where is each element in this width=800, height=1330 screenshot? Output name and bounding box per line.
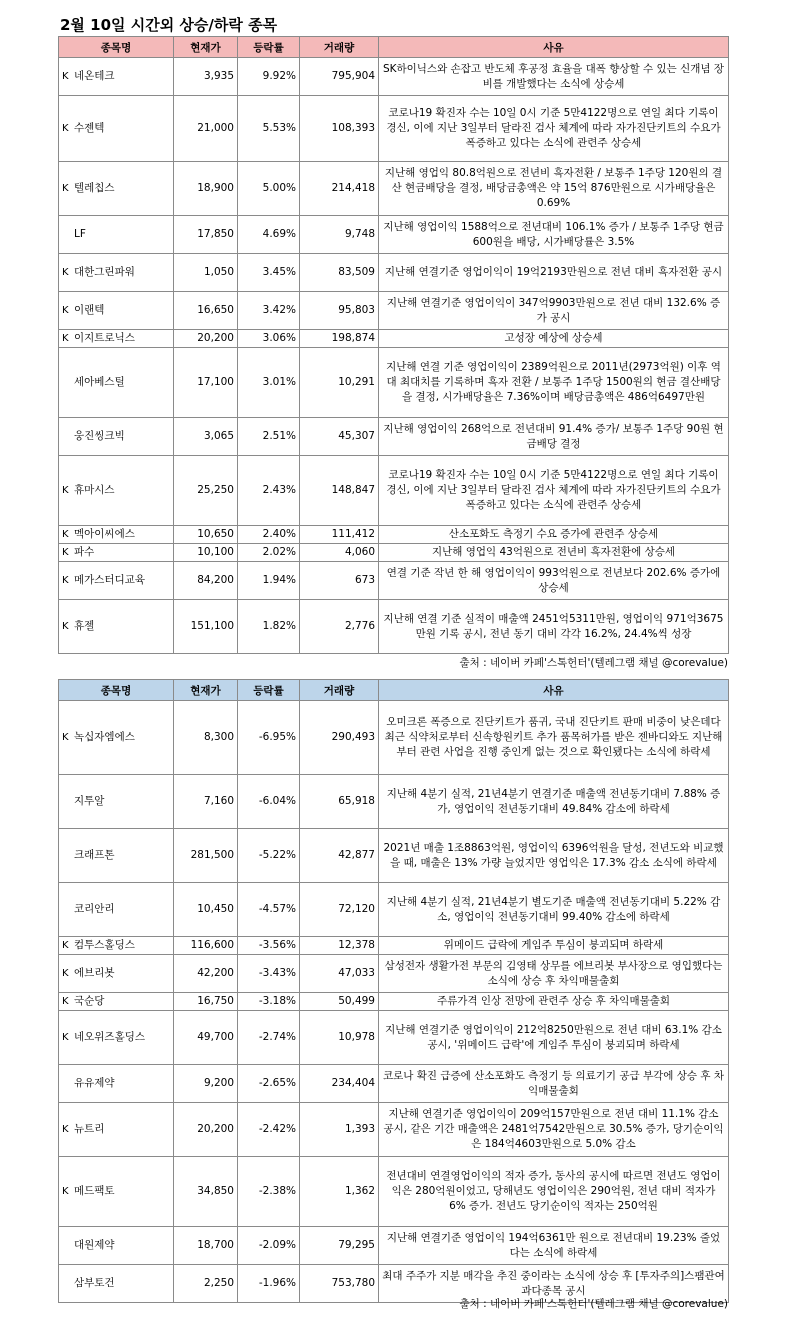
kosdaq-marker: K xyxy=(62,1186,69,1197)
table-row xyxy=(59,1227,729,1265)
stock-name: 수젠텍 xyxy=(74,122,105,134)
stock-name: 메드팩토 xyxy=(74,1185,115,1197)
table-row xyxy=(59,829,729,883)
stock-name-cell xyxy=(59,1011,174,1065)
stock-name: 휴젤 xyxy=(74,620,95,632)
volume-cell: 290,493 xyxy=(300,701,379,775)
kosdaq-marker: K xyxy=(62,333,69,344)
column-header-price: 현재가 xyxy=(174,680,238,701)
table-row xyxy=(59,775,729,829)
stock-name: 녹십자엠에스 xyxy=(74,731,135,743)
volume-cell: 65,918 xyxy=(300,775,379,829)
kosdaq-marker: K xyxy=(62,123,69,134)
reason-cell: 지난해 4분기 실적, 21년4분기 별도기준 매출액 전년동기대비 5.22% 감소, 영업이익 전년동기대비 99.40% 감소에 하락세 xyxy=(379,883,729,937)
price-cell: 16,750 xyxy=(174,993,238,1011)
table-row xyxy=(59,58,729,96)
table-row xyxy=(59,544,729,562)
price-cell: 18,700 xyxy=(174,1227,238,1265)
reason-cell: 코로나19 확진자 수는 10일 0시 기준 5만4122명으로 연일 최다 기록이 경신, 이에 지난 3일부터 달라진 검사 체계에 따라 자가진단키트의 수요가 폭증하고 있다는 소식에 관련주 상승세 xyxy=(379,96,729,162)
price-cell: 18,900 xyxy=(174,162,238,216)
kosdaq-marker: K xyxy=(62,183,69,194)
stock-name-cell xyxy=(59,993,174,1011)
kosdaq-marker: K xyxy=(62,547,69,558)
table-row xyxy=(59,701,729,775)
price-cell: 3,935 xyxy=(174,58,238,96)
stock-name-cell xyxy=(59,1065,174,1103)
kosdaq-marker: K xyxy=(62,305,69,316)
price-cell: 10,100 xyxy=(174,544,238,562)
column-header-rate: 등락률 xyxy=(238,37,300,58)
price-cell: 21,000 xyxy=(174,96,238,162)
volume-cell: 50,499 xyxy=(300,993,379,1011)
table-row xyxy=(59,330,729,348)
table-row xyxy=(59,1011,729,1065)
stock-name: 이랜텍 xyxy=(74,304,105,316)
reason-cell: 지난해 영업이익 1588억으로 전년대비 106.1% 증가 / 보통주 1주당 현금 600원을 배당, 시가배당률은 3.5% xyxy=(379,216,729,254)
column-header-volume: 거래량 xyxy=(300,680,379,701)
volume-cell: 1,362 xyxy=(300,1157,379,1227)
volume-cell: 673 xyxy=(300,562,379,600)
stock-name-cell xyxy=(59,937,174,955)
rate-cell: -3.56% xyxy=(238,937,300,955)
price-cell: 3,065 xyxy=(174,418,238,456)
stock-name: 크래프톤 xyxy=(74,849,115,861)
kosdaq-marker: K xyxy=(62,575,69,586)
volume-cell: 10,978 xyxy=(300,1011,379,1065)
volume-cell: 2,776 xyxy=(300,600,379,654)
stock-name: 에브리봇 xyxy=(74,967,115,979)
rate-cell: 3.45% xyxy=(238,254,300,292)
reason-cell: 지난해 영업익 80.8억원으로 전년비 흑자전환 / 보통주 1주당 120원의 결산 현금배당을 결정, 배당금총액은 약 15억 876만원으로 시가배당율은 0.69% xyxy=(379,162,729,216)
rate-cell: 3.06% xyxy=(238,330,300,348)
volume-cell: 234,404 xyxy=(300,1065,379,1103)
volume-cell: 753,780 xyxy=(300,1265,379,1303)
volume-cell: 79,295 xyxy=(300,1227,379,1265)
column-header-volume: 거래량 xyxy=(300,37,379,58)
stock-name: 지투알 xyxy=(74,795,105,807)
rate-cell: 5.53% xyxy=(238,96,300,162)
rate-cell: -3.18% xyxy=(238,993,300,1011)
reason-cell: 지난해 연결기준 영업이익이 212억8250만원으로 전년 대비 63.1% 감소 공시, '위메이드 급락'에 게임주 투심이 붕괴되며 하락세 xyxy=(379,1011,729,1065)
table-row xyxy=(59,348,729,418)
price-cell: 151,100 xyxy=(174,600,238,654)
reason-cell: 위메이드 급락에 게임주 투심이 붕괴되며 하락세 xyxy=(379,937,729,955)
volume-cell: 111,412 xyxy=(300,526,379,544)
table-header-row xyxy=(59,37,729,58)
reason-cell: 지난해 연결기준 영업이익 194억6361만 원으로 전년대비 19.23% 줄었다는 소식에 하락세 xyxy=(379,1227,729,1265)
price-cell: 34,850 xyxy=(174,1157,238,1227)
kosdaq-marker: K xyxy=(62,71,69,82)
reason-cell: 삼성전자 생활가전 부문의 김영태 상무를 에브리봇 부사장으로 영입했다는 소식에 상승 후 차익매물출회 xyxy=(379,955,729,993)
price-cell: 2,250 xyxy=(174,1265,238,1303)
stock-name: 웅진씽크빅 xyxy=(74,430,125,442)
table-row xyxy=(59,456,729,526)
stock-name: 세아베스틸 xyxy=(74,376,125,388)
volume-cell: 1,393 xyxy=(300,1103,379,1157)
stock-name-cell xyxy=(59,1103,174,1157)
stock-name-cell xyxy=(59,292,174,330)
stock-name: 네온테크 xyxy=(74,70,115,82)
reason-cell: 지난해 연결기준 영업이익이 209억157만원으로 전년 대비 11.1% 감소 공시, 같은 기간 매출액은 2481억7542만원으로 30.5% 증가, 당기순이익은 184억4603만원으로 5.0% 감소 xyxy=(379,1103,729,1157)
table-row xyxy=(59,216,729,254)
rate-cell: 1.94% xyxy=(238,562,300,600)
rate-cell: -2.38% xyxy=(238,1157,300,1227)
reason-cell: 지난해 영업익 43억원으로 전년비 흑자전환에 상승세 xyxy=(379,544,729,562)
stock-name-cell xyxy=(59,418,174,456)
rate-cell: 9.92% xyxy=(238,58,300,96)
table-row xyxy=(59,96,729,162)
stock-name-cell xyxy=(59,955,174,993)
stock-name-cell xyxy=(59,254,174,292)
table-row xyxy=(59,937,729,955)
rate-cell: -1.96% xyxy=(238,1265,300,1303)
price-cell: 10,450 xyxy=(174,883,238,937)
table-row xyxy=(59,1065,729,1103)
rate-cell: -6.04% xyxy=(238,775,300,829)
source-note: 출처 : 네이버 카페'스톡헌터'(텔레그램 채널 @corevalue) xyxy=(459,1298,728,1310)
rate-cell: -4.57% xyxy=(238,883,300,937)
stock-name-cell xyxy=(59,883,174,937)
fall-stock-table xyxy=(58,679,729,1303)
column-header-price: 현재가 xyxy=(174,37,238,58)
table-row xyxy=(59,1157,729,1227)
price-cell: 20,200 xyxy=(174,1103,238,1157)
stock-name-cell xyxy=(59,216,174,254)
stock-name: 국순당 xyxy=(74,995,105,1007)
stock-name: 컴투스홀딩스 xyxy=(74,939,135,951)
table-header-row xyxy=(59,680,729,701)
rate-cell: -6.95% xyxy=(238,701,300,775)
volume-cell: 9,748 xyxy=(300,216,379,254)
column-header-reason: 사유 xyxy=(379,680,729,701)
kosdaq-marker: K xyxy=(62,1032,69,1043)
reason-cell: 코로나 확진 급증에 산소포화도 측정기 등 의료기기 공급 부각에 상승 후 차익매물출회 xyxy=(379,1065,729,1103)
stock-name: 메가스터디교육 xyxy=(74,574,146,586)
price-cell: 25,250 xyxy=(174,456,238,526)
stock-name-cell xyxy=(59,562,174,600)
price-cell: 7,160 xyxy=(174,775,238,829)
stock-name-cell xyxy=(59,701,174,775)
rate-cell: 2.43% xyxy=(238,456,300,526)
table-row xyxy=(59,562,729,600)
rate-cell: -5.22% xyxy=(238,829,300,883)
volume-cell: 795,904 xyxy=(300,58,379,96)
volume-cell: 10,291 xyxy=(300,348,379,418)
rate-cell: 4.69% xyxy=(238,216,300,254)
stock-name-cell xyxy=(59,1227,174,1265)
price-cell: 17,100 xyxy=(174,348,238,418)
stock-name-cell xyxy=(59,162,174,216)
volume-cell: 108,393 xyxy=(300,96,379,162)
volume-cell: 198,874 xyxy=(300,330,379,348)
table-row xyxy=(59,526,729,544)
price-cell: 281,500 xyxy=(174,829,238,883)
volume-cell: 95,803 xyxy=(300,292,379,330)
volume-cell: 45,307 xyxy=(300,418,379,456)
rate-cell: 2.40% xyxy=(238,526,300,544)
reason-cell: 2021년 매출 1조8863억원, 영업이익 6396억원을 달성, 전년도와 비교했을 때, 매출은 13% 가량 늘었지만 영업익은 17.3% 감소 소식에 하락세 xyxy=(379,829,729,883)
column-header-rate: 등락률 xyxy=(238,680,300,701)
reason-cell: 지난해 연결기준 영업이익이 347억9903만원으로 전년 대비 132.6% 증가 공시 xyxy=(379,292,729,330)
stock-name: 휴마시스 xyxy=(74,484,115,496)
rate-cell: -2.09% xyxy=(238,1227,300,1265)
stock-name-cell xyxy=(59,330,174,348)
table-row xyxy=(59,883,729,937)
stock-name: 삼부토건 xyxy=(74,1277,115,1289)
price-cell: 84,200 xyxy=(174,562,238,600)
volume-cell: 72,120 xyxy=(300,883,379,937)
column-header-name: 종목명 xyxy=(59,680,174,701)
volume-cell: 4,060 xyxy=(300,544,379,562)
rate-cell: 2.02% xyxy=(238,544,300,562)
page-title: 2월 10일 시간외 상승/하락 종목 xyxy=(60,16,278,34)
stock-name: 대원제약 xyxy=(74,1239,115,1251)
reason-cell: 주류가격 인상 전망에 관련주 상승 후 차익매물출회 xyxy=(379,993,729,1011)
stock-name-cell xyxy=(59,96,174,162)
reason-cell: 오미크론 폭증으로 진단키트가 품귀, 국내 진단키트 판매 비중이 낮은데다 최근 식약처로부터 신속항원키트 추가 품목허가를 받은 젠바디와도 지난해부터 관련 사업을 진행 중인게 없는 것으로 확인됐다는 소식에 하락세 xyxy=(379,701,729,775)
stock-name: 대한그린파워 xyxy=(74,266,135,278)
rate-cell: 3.01% xyxy=(238,348,300,418)
reason-cell: 산소포화도 측정기 수요 증가에 관련주 상승세 xyxy=(379,526,729,544)
rate-cell: -2.74% xyxy=(238,1011,300,1065)
stock-name-cell xyxy=(59,600,174,654)
table-row xyxy=(59,292,729,330)
stock-name-cell xyxy=(59,829,174,883)
stock-name-cell xyxy=(59,1157,174,1227)
kosdaq-marker: K xyxy=(62,996,69,1007)
reason-cell: 연결 기준 작년 한 해 영업이익이 993억원으로 전년보다 202.6% 증가에 상승세 xyxy=(379,562,729,600)
reason-cell: 지난해 연결기준 영업이익이 19억2193만원으로 전년 대비 흑자전환 공시 xyxy=(379,254,729,292)
stock-name-cell xyxy=(59,544,174,562)
price-cell: 10,650 xyxy=(174,526,238,544)
kosdaq-marker: K xyxy=(62,485,69,496)
kosdaq-marker: K xyxy=(62,1124,69,1135)
rise-stock-table xyxy=(58,36,729,654)
stock-name: 멕아이씨에스 xyxy=(74,528,135,540)
price-cell: 16,650 xyxy=(174,292,238,330)
table-row xyxy=(59,254,729,292)
table-row xyxy=(59,418,729,456)
price-cell: 8,300 xyxy=(174,701,238,775)
stock-name: 코리안리 xyxy=(74,903,115,915)
stock-name: LF xyxy=(74,228,86,240)
reason-cell: 전년대비 연결영업이익의 적자 증가, 동사의 공시에 따르면 전년도 영업이익은 280억원이었고, 당해년도 영업이익은 290억원, 전년 대비 적자가 6% 증가. 전년도 당기순이익 적자는 250억원 xyxy=(379,1157,729,1227)
column-header-reason: 사유 xyxy=(379,37,729,58)
stock-name: 유유제약 xyxy=(74,1077,115,1089)
price-cell: 1,050 xyxy=(174,254,238,292)
kosdaq-marker: K xyxy=(62,621,69,632)
volume-cell: 83,509 xyxy=(300,254,379,292)
stock-name-cell xyxy=(59,58,174,96)
reason-cell: 지난해 연결 기준 영업이익이 2389억원으로 2011년(2973억원) 이후 역대 최대치를 기록하며 흑자 전환 / 보통주 1주당 1500원의 현금 결산배당을 결정, 시가배당율은 7.36%이며 배당금총액은 486억6497만원 xyxy=(379,348,729,418)
stock-name: 파수 xyxy=(74,546,95,558)
reason-cell: SK하이닉스와 손잡고 반도체 후공정 효율을 대폭 향상할 수 있는 신개념 장비를 개발했다는 소식에 상승세 xyxy=(379,58,729,96)
rate-cell: 3.42% xyxy=(238,292,300,330)
table-row xyxy=(59,600,729,654)
stock-name-cell xyxy=(59,456,174,526)
reason-cell: 코로나19 확진자 수는 10일 0시 기준 5만4122명으로 연일 최다 기록이 경신, 이에 지난 3일부터 달라진 검사 체계에 따라 자가진단키트의 수요가 폭증하고 있다는 소식에 관련주 상승세 xyxy=(379,456,729,526)
rate-cell: -2.42% xyxy=(238,1103,300,1157)
stock-name: 뉴트리 xyxy=(74,1123,105,1135)
reason-cell: 지난해 4분기 실적, 21년4분기 연결기준 매출액 전년동기대비 7.88% 증가, 영업이익 전년동기대비 49.84% 감소에 하락세 xyxy=(379,775,729,829)
stock-name-cell xyxy=(59,775,174,829)
rate-cell: -3.43% xyxy=(238,955,300,993)
table-row xyxy=(59,162,729,216)
reason-cell: 지난해 영업이익 268억으로 전년대비 91.4% 증가/ 보통주 1주당 90원 현금배당 결정 xyxy=(379,418,729,456)
stock-name-cell xyxy=(59,348,174,418)
stock-name: 이지트로닉스 xyxy=(74,332,135,344)
volume-cell: 47,033 xyxy=(300,955,379,993)
price-cell: 17,850 xyxy=(174,216,238,254)
price-cell: 42,200 xyxy=(174,955,238,993)
rate-cell: -2.65% xyxy=(238,1065,300,1103)
volume-cell: 148,847 xyxy=(300,456,379,526)
reason-cell: 지난해 연결 기준 실적이 매출액 2451억5311만원, 영업이익 971억3675만원 기록 공시, 전년 동기 대비 각각 16.2%, 24.4%씩 성장 xyxy=(379,600,729,654)
volume-cell: 214,418 xyxy=(300,162,379,216)
kosdaq-marker: K xyxy=(62,732,69,743)
price-cell: 49,700 xyxy=(174,1011,238,1065)
rate-cell: 5.00% xyxy=(238,162,300,216)
kosdaq-marker: K xyxy=(62,529,69,540)
volume-cell: 42,877 xyxy=(300,829,379,883)
price-cell: 116,600 xyxy=(174,937,238,955)
price-cell: 20,200 xyxy=(174,330,238,348)
stock-name: 네오위즈홀딩스 xyxy=(74,1031,146,1043)
table-row xyxy=(59,1103,729,1157)
table-row xyxy=(59,955,729,993)
column-header-name: 종목명 xyxy=(59,37,174,58)
kosdaq-marker: K xyxy=(62,968,69,979)
rate-cell: 2.51% xyxy=(238,418,300,456)
reason-cell: 최대 주주가 지분 매각을 추진 중이라는 소식에 상승 후 [투자주의]스팸관여과다종목 공시 xyxy=(379,1265,729,1303)
stock-name: 텔레칩스 xyxy=(74,182,115,194)
kosdaq-marker: K xyxy=(62,940,69,951)
rate-cell: 1.82% xyxy=(238,600,300,654)
reason-cell: 고성장 예상에 상승세 xyxy=(379,330,729,348)
table-row xyxy=(59,993,729,1011)
source-note: 출처 : 네이버 카페'스톡헌터'(텔레그램 채널 @corevalue) xyxy=(459,657,728,669)
stock-name-cell xyxy=(59,526,174,544)
price-cell: 9,200 xyxy=(174,1065,238,1103)
volume-cell: 12,378 xyxy=(300,937,379,955)
kosdaq-marker: K xyxy=(62,267,69,278)
